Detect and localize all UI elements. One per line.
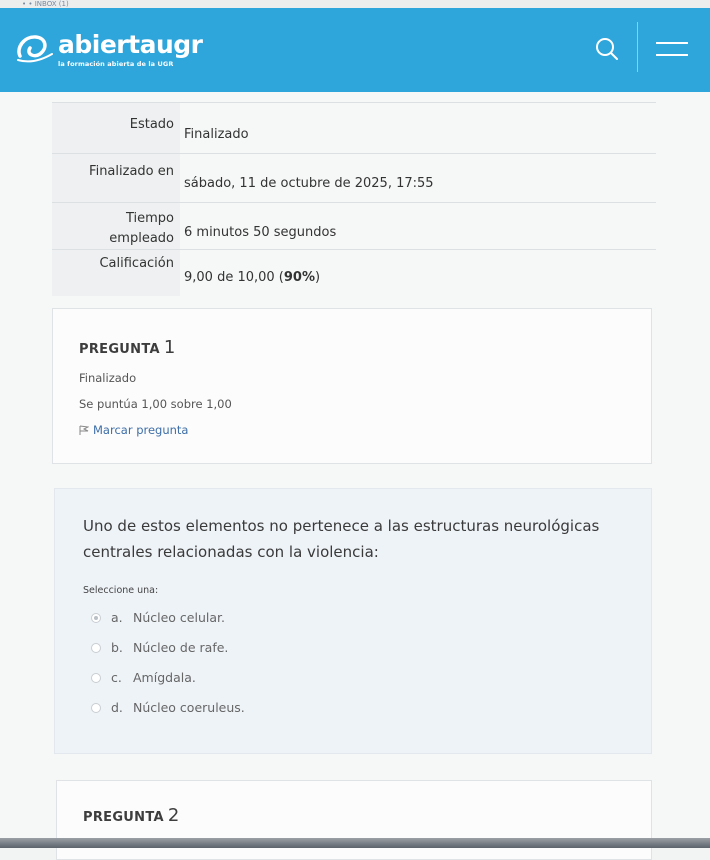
- summary-value: 9,00 de 10,00 (90%): [184, 270, 321, 285]
- summary-row-calificacion: [52, 249, 656, 296]
- question-score: Se puntúa 1,00 sobre 1,00: [79, 397, 232, 411]
- summary-value: Finalizado: [184, 127, 249, 142]
- summary-value: 6 minutos 50 segundos: [184, 225, 337, 240]
- browser-top-strip: [0, 0, 710, 8]
- logo-name: abiertaugr: [58, 30, 203, 59]
- question-content-card: Uno de estos elementos no pertenece a las estructuras neurológicas centrales relacionadas con la violencia: Seleccione una: a. Núcleo celular. b. Núcleo de rafe. c. Amígdala. d. Núcleo coeruleus.: [54, 488, 652, 754]
- question-heading: PREGUNTA 2: [83, 805, 180, 826]
- question-info-card: [52, 308, 652, 464]
- summary-row-tiempo: [52, 202, 656, 249]
- question-heading: PREGUNTA 1: [79, 337, 176, 358]
- summary-label: Estado: [52, 103, 180, 153]
- summary-label: Finalizado en: [52, 154, 180, 202]
- summary-label: Calificación: [52, 250, 180, 296]
- radio-button[interactable]: [91, 613, 101, 623]
- answer-prompt: Seleccione una:: [83, 585, 159, 596]
- radio-button[interactable]: [91, 703, 101, 713]
- search-icon[interactable]: [594, 36, 620, 62]
- page-content: [0, 92, 710, 848]
- flag-icon: [79, 425, 89, 435]
- site-header: [0, 8, 710, 92]
- summary-value: sábado, 11 de octubre de 2025, 17:55: [184, 176, 434, 191]
- question-text: Uno de estos elementos no pertenece a las estructuras neurológicas centrales relacionadas con la violencia:: [83, 517, 600, 561]
- logo-swoosh-icon: [14, 30, 54, 64]
- summary-row-finalizado-en: [52, 153, 656, 202]
- radio-button[interactable]: [91, 673, 101, 683]
- radio-button[interactable]: [91, 643, 101, 653]
- logo-tagline: la formación abierta de la UGR: [58, 60, 174, 68]
- header-divider: [637, 22, 638, 72]
- summary-label: Tiempo empleado: [52, 203, 180, 249]
- attempt-summary-table: [52, 102, 656, 296]
- question-2-card: [56, 780, 652, 860]
- flag-question-link[interactable]: Marcar pregunta: [79, 423, 188, 437]
- summary-row-estado: [52, 102, 656, 153]
- browser-tab-text[interactable]: • • INBOX (1): [22, 0, 69, 8]
- screen-bottom-edge: [0, 838, 710, 848]
- question-state: Finalizado: [79, 371, 137, 385]
- hamburger-menu-icon[interactable]: [652, 38, 692, 60]
